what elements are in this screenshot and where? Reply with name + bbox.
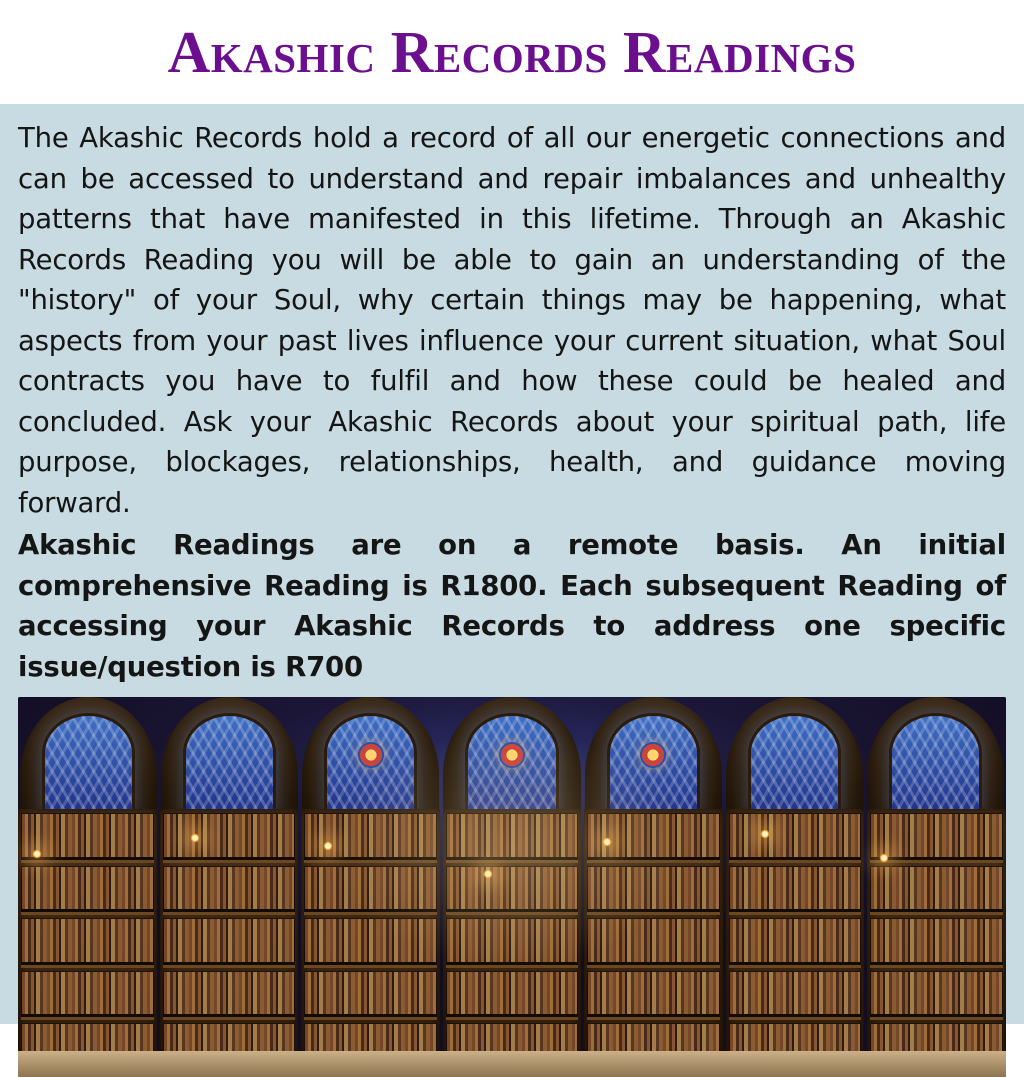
- paragraph-description: The Akashic Records hold a record of all our energetic connections and can be accessed to understand and repair imbalances and unhealthy patterns that have manifested in this lifetime. Through an Akashic Records Reading you will be able to gain an understanding of the "history" of your Soul, why certain things may be happening, what aspects from your past lives influence your current situation, what Soul contracts you have to fulfil and how these could be healed and concluded. Ask your Akashic Records about your spiritual path, life purpose, blockages, relationships, health, and guidance moving forward.: [18, 122, 1006, 519]
- book-spines: [447, 867, 578, 910]
- book-spines: [730, 972, 861, 1015]
- shelf: [587, 918, 720, 968]
- arch-bay: [867, 697, 1004, 827]
- stained-glass-window: [183, 713, 276, 820]
- shelf: [21, 971, 154, 1021]
- book-spines: [871, 919, 1002, 962]
- stained-glass-window: [889, 713, 982, 820]
- arch-bay: [726, 697, 863, 827]
- arch-bay: [585, 697, 722, 827]
- book-spines: [22, 972, 153, 1015]
- shelf: [446, 971, 579, 1021]
- book-spines: [164, 814, 295, 857]
- shelf: [163, 813, 296, 863]
- shelf: [587, 971, 720, 1021]
- shelf: [446, 918, 579, 968]
- shelf: [163, 971, 296, 1021]
- lamp-icon: [190, 833, 200, 843]
- shelf: [21, 918, 154, 968]
- book-spines: [871, 972, 1002, 1015]
- bookshelf-bay: [867, 809, 1006, 1077]
- arch-bay: [20, 697, 157, 827]
- body-text-block: [0, 104, 1024, 689]
- page-title: Akashic Records Readings: [167, 18, 857, 85]
- bookshelf-bay: [301, 809, 440, 1077]
- shelf: [163, 918, 296, 968]
- arch-bay: [302, 697, 439, 827]
- bookshelf-bay: [160, 809, 299, 1077]
- book-spines: [305, 972, 436, 1015]
- book-spines: [588, 972, 719, 1015]
- lamp-icon: [32, 849, 42, 859]
- bookshelf-row: [18, 809, 1006, 1077]
- library-floor: [18, 1051, 1006, 1077]
- shelf: [870, 813, 1003, 863]
- shelf: [304, 971, 437, 1021]
- shelf: [729, 918, 862, 968]
- title-bar: [0, 0, 1024, 104]
- stained-glass-window: [324, 713, 417, 820]
- book-spines: [22, 867, 153, 910]
- bookshelf-bay: [584, 809, 723, 1077]
- shelf: [304, 866, 437, 916]
- stained-glass-window: [607, 713, 700, 820]
- book-spines: [447, 972, 578, 1015]
- book-spines: [871, 867, 1002, 910]
- book-spines: [730, 867, 861, 910]
- lamp-icon: [483, 869, 493, 879]
- book-spines: [22, 814, 153, 857]
- bookshelf-bay: [726, 809, 865, 1077]
- bookshelf-bay: [18, 809, 157, 1077]
- book-spines: [305, 919, 436, 962]
- shelf: [21, 866, 154, 916]
- arch-bay: [443, 697, 580, 827]
- book-spines: [730, 919, 861, 962]
- shelf: [587, 866, 720, 916]
- shelf: [304, 918, 437, 968]
- shelf: [304, 813, 437, 863]
- library-photo: [18, 697, 1006, 1077]
- stained-glass-window: [465, 713, 558, 820]
- shelf: [729, 866, 862, 916]
- shelf: [729, 971, 862, 1021]
- stained-glass-window: [748, 713, 841, 820]
- book-spines: [447, 919, 578, 962]
- book-spines: [164, 972, 295, 1015]
- shelf: [729, 813, 862, 863]
- book-spines: [164, 867, 295, 910]
- shelf: [870, 918, 1003, 968]
- bookshelf-bay: [443, 809, 582, 1077]
- lamp-icon: [760, 829, 770, 839]
- stained-glass-window: [42, 713, 135, 820]
- library-illustration: [18, 697, 1006, 1077]
- book-spines: [305, 867, 436, 910]
- book-spines: [588, 867, 719, 910]
- book-spines: [164, 919, 295, 962]
- shelf: [870, 971, 1003, 1021]
- book-spines: [588, 814, 719, 857]
- shelf: [446, 813, 579, 863]
- paragraph-pricing: Akashic Readings are on a remote basis. An initial comprehensive Reading is R1800. Each subsequent Reading of accessing your Akashic Records to address one specific issue/question is R700: [18, 529, 1006, 683]
- shelf: [870, 866, 1003, 916]
- book-spines: [588, 919, 719, 962]
- arch-bay: [161, 697, 298, 827]
- shelf: [446, 866, 579, 916]
- vault-arch-row: [18, 697, 1006, 827]
- book-spines: [871, 814, 1002, 857]
- book-spines: [730, 814, 861, 857]
- book-spines: [22, 919, 153, 962]
- book-spines: [447, 814, 578, 857]
- shelf: [163, 866, 296, 916]
